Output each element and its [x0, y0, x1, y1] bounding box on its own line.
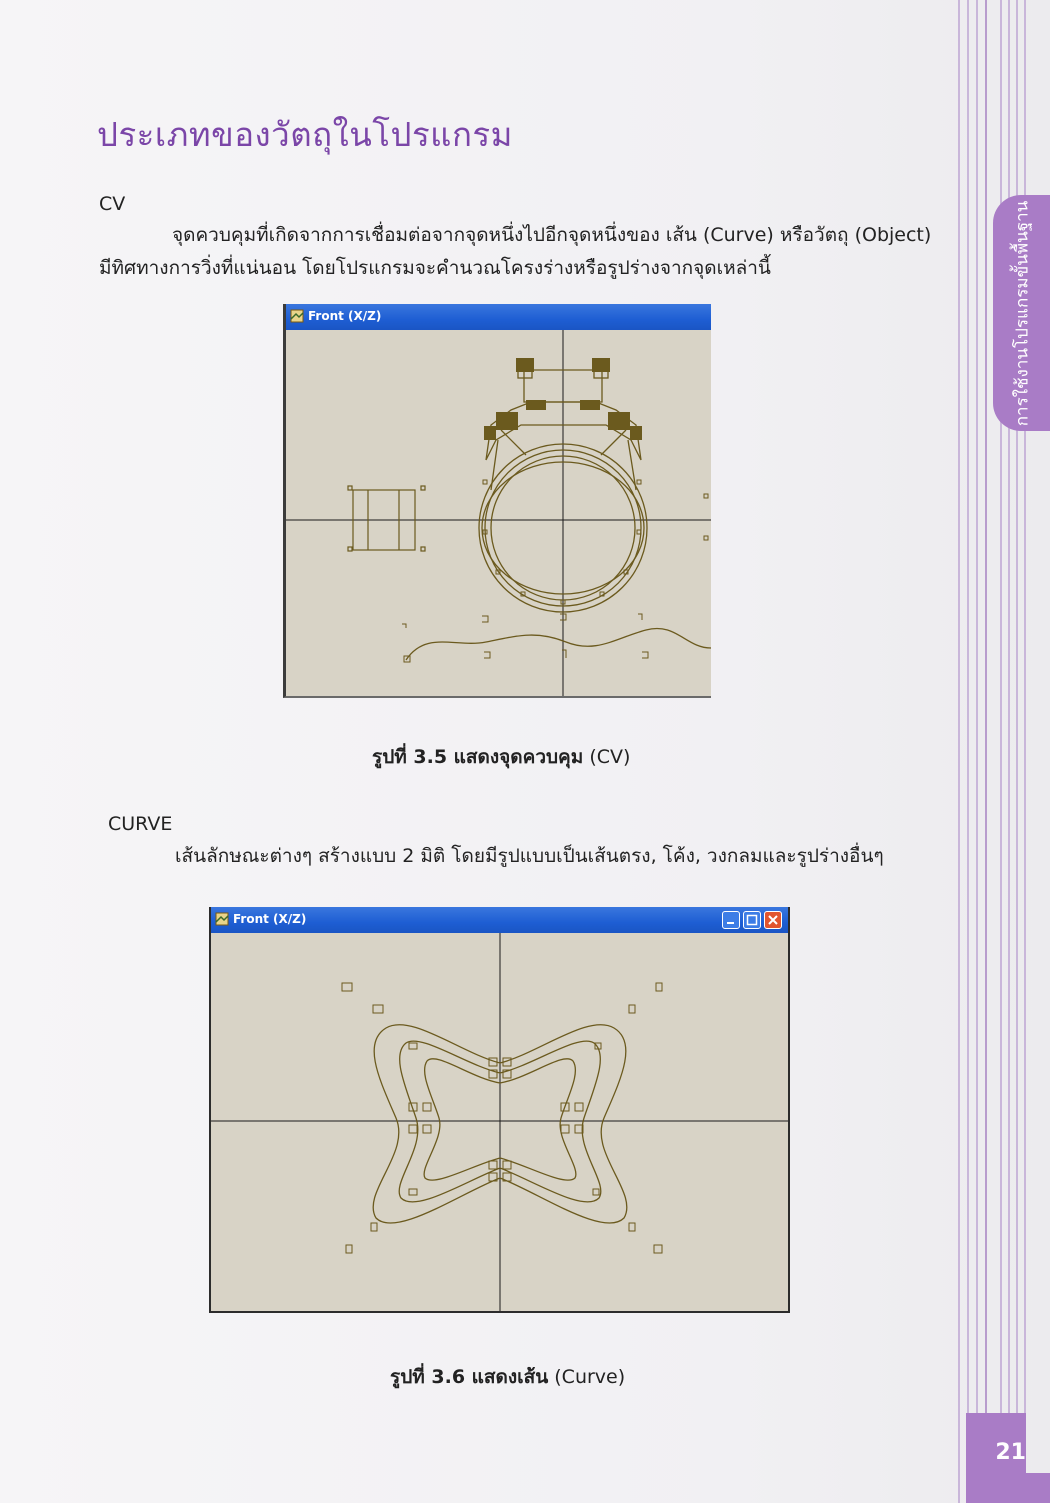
caption-curve-rest: (Curve) — [548, 1366, 626, 1388]
viewport-canvas[interactable] — [211, 933, 788, 1311]
minimize-icon — [723, 912, 739, 928]
close-button[interactable] — [764, 911, 782, 929]
decor-line — [967, 0, 969, 1503]
window-titlebar[interactable] — [211, 907, 788, 933]
caption-curve-bold: รูปที่ 3.6 แสดงเส้น — [390, 1366, 549, 1388]
close-icon — [765, 912, 781, 928]
caption-cv-rest: (CV) — [583, 746, 631, 768]
chapter-side-tab-label: การใช้งานโปรแกรมขั้นพื้นฐาน — [1012, 200, 1033, 426]
window-titlebar[interactable] — [286, 304, 711, 330]
chapter-side-tab — [993, 195, 1050, 431]
window-title: Front (X/Z) — [233, 912, 307, 926]
front-viewport-window-curve[interactable] — [209, 907, 790, 1313]
window-title: Front (X/Z) — [308, 309, 382, 323]
page-title: ประเภทของวัตถุในโปรแกรม — [97, 115, 513, 154]
page-number: 21 — [995, 1440, 1026, 1465]
maximize-button[interactable] — [743, 911, 761, 929]
maximize-icon — [744, 912, 760, 928]
figure-caption-cv — [372, 742, 630, 772]
cv-paragraph-line2: มีทิศทางการวิ่งที่แน่นอน โดยโปรแกรมจะคำนวณโครงร่างหรือรูปร่างจากจุดเหล่านี้ — [99, 257, 771, 279]
decor-line — [958, 0, 960, 1503]
curve-label: CURVE — [108, 813, 173, 835]
curve-paragraph-line1: เส้นลักษณะต่างๆ สร้างแบบ 2 มิติ โดยมีรูปแบบเป็นเส้นตรง, โค้ง, วงกลมและรูปร่างอื่นๆ — [175, 845, 884, 867]
front-viewport-window-cv[interactable] — [283, 304, 711, 698]
cv-label: CV — [99, 193, 126, 215]
viewport-canvas[interactable] — [286, 330, 711, 696]
page-number-bar — [966, 1473, 1050, 1503]
viewport-icon — [290, 309, 304, 323]
figure-caption-curve — [390, 1362, 625, 1392]
caption-cv-bold: รูปที่ 3.5 แสดงจุดควบคุม — [372, 746, 584, 768]
ring-cv-drawing — [286, 330, 711, 696]
butterfly-curve-drawing — [211, 933, 788, 1311]
decor-line — [985, 0, 987, 1503]
minimize-button[interactable] — [722, 911, 740, 929]
decor-line — [976, 0, 978, 1503]
viewport-icon — [215, 912, 229, 926]
cv-paragraph-line1: จุดควบคุมที่เกิดจากการเชื่อมต่อจากจุดหนึ่งไปอีกจุดหนึ่งของ เส้น (Curve) หรือวัตถุ (Object) — [172, 224, 932, 246]
